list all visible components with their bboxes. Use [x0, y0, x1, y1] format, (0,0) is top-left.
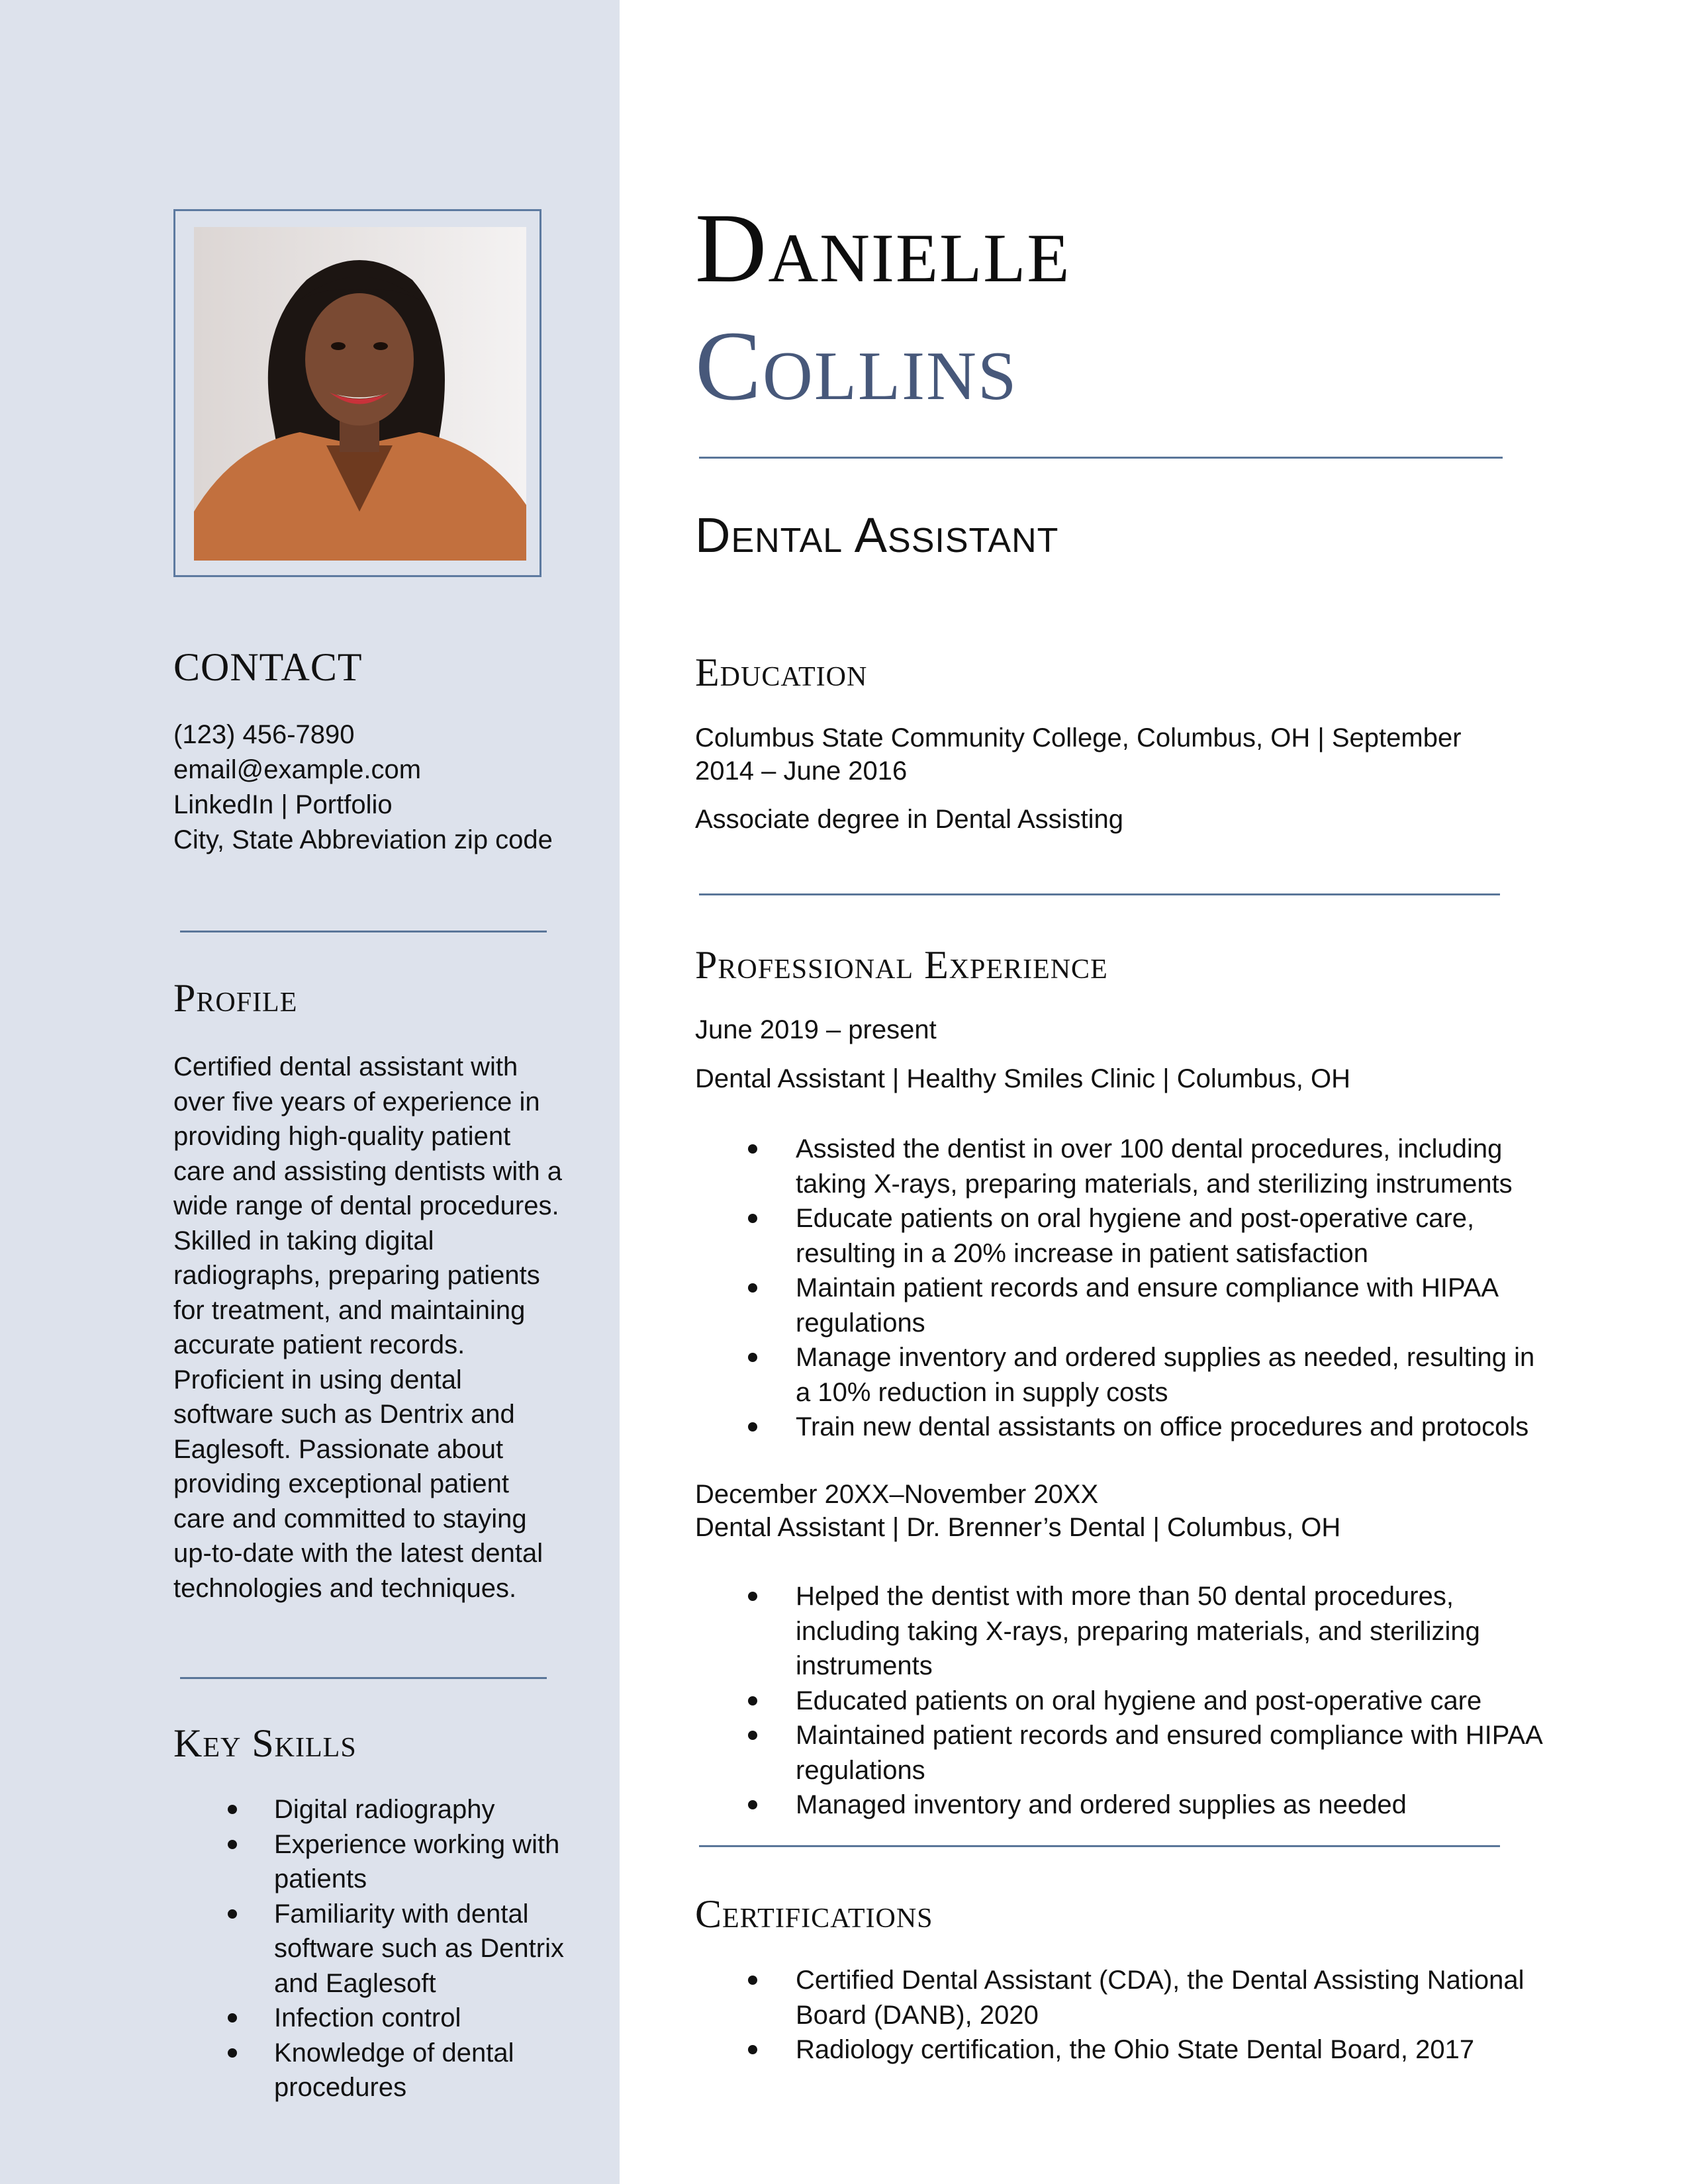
list-item: Maintained patient records and ensured compliance with HIPAA regulations: [695, 1718, 1542, 1788]
profile-heading: Profile: [173, 976, 298, 1020]
profile-photo-frame: [173, 209, 541, 577]
list-item: Managed inventory and ordered supplies as needed: [695, 1788, 1542, 1823]
last-name: Collins: [695, 311, 1018, 421]
list-item: Manage inventory and ordered supplies as needed, resulting in a 10% reduction in supply costs: [695, 1340, 1542, 1410]
list-item: Train new dental assistants on office procedures and protocols: [695, 1410, 1542, 1445]
certifications-list: [695, 1963, 1542, 2068]
contact-info: [173, 717, 571, 858]
sidebar-divider: [180, 931, 547, 933]
section-divider: [699, 893, 1500, 895]
list-item: Educated patients on oral hygiene and post-operative care: [695, 1684, 1542, 1719]
list-item: Helped the dentist with more than 50 dental procedures, including taking X-rays, preparing materials, and sterilizing instruments: [695, 1579, 1542, 1684]
contact-heading: CONTACT: [173, 645, 363, 689]
job-title: Dental Assistant: [695, 508, 1059, 563]
job-bullets: [695, 1579, 1542, 1823]
first-name: Danielle: [695, 193, 1071, 303]
job-role: Dental Assistant | Dr. Brenner’s Dental | Columbus, OH: [695, 1513, 1341, 1542]
list-item: Experience working with patients: [173, 1827, 584, 1897]
experience-heading: Professional Experience: [695, 943, 1108, 987]
profile-photo: [194, 227, 526, 561]
list-item: Educate patients on oral hygiene and post-operative care, resulting in a 20% increase in patient satisfaction: [695, 1201, 1542, 1271]
job-bullets: [695, 1132, 1542, 1445]
list-item: Infection control: [173, 2001, 584, 2036]
profile-text: Certified dental assistant with over five years of experience in providing high-quality patient care and assisting dentists with a wide range of dental procedures. Skilled in taking digital radiographs, preparing patients for treatment, and maintaining accurate patient records. Proficient in using dental software such as Dentrix and Eaglesoft. Passionate about providing exceptional patient care and committed to staying up-to-date with the latest dental technologies and techniques.: [173, 1052, 562, 1603]
contact-address: City, State Abbreviation zip code: [173, 825, 553, 854]
job-dates: June 2019 – present: [695, 1015, 937, 1044]
header-divider: [699, 457, 1503, 459]
portrait-image: [194, 227, 526, 561]
contact-phone: (123) 456-7890: [173, 720, 355, 749]
job-dates: December 20XX–November 20XX: [695, 1480, 1099, 1509]
section-divider: [699, 1845, 1500, 1847]
education-heading: Education: [695, 651, 868, 694]
list-item: Maintain patient records and ensure compliance with HIPAA regulations: [695, 1271, 1542, 1340]
list-item: Digital radiography: [173, 1792, 584, 1827]
skills-list: [173, 1792, 584, 2105]
job-role: Dental Assistant | Healthy Smiles Clinic | Columbus, OH: [695, 1064, 1351, 1093]
list-item: Familiarity with dental software such as Dentrix and Eaglesoft: [173, 1897, 584, 2001]
list-item: Radiology certification, the Ohio State Dental Board, 2017: [695, 2032, 1542, 2068]
certifications-heading: Certifications: [695, 1892, 933, 1936]
list-item: Knowledge of dental procedures: [173, 2036, 584, 2105]
education-school: Columbus State Community College, Columbus, OH | September 2014 – June 2016: [695, 723, 1462, 786]
education-degree: Associate degree in Dental Assisting: [695, 805, 1124, 834]
sidebar-divider: [180, 1677, 547, 1679]
skills-heading: Key Skills: [173, 1721, 357, 1765]
contact-email: email@example.com: [173, 755, 422, 784]
contact-links: LinkedIn | Portfolio: [173, 790, 393, 819]
list-item: Assisted the dentist in over 100 dental procedures, including taking X-rays, preparing materials, and sterilizing instruments: [695, 1132, 1542, 1201]
list-item: Certified Dental Assistant (CDA), the Dental Assisting National Board (DANB), 2020: [695, 1963, 1542, 2032]
